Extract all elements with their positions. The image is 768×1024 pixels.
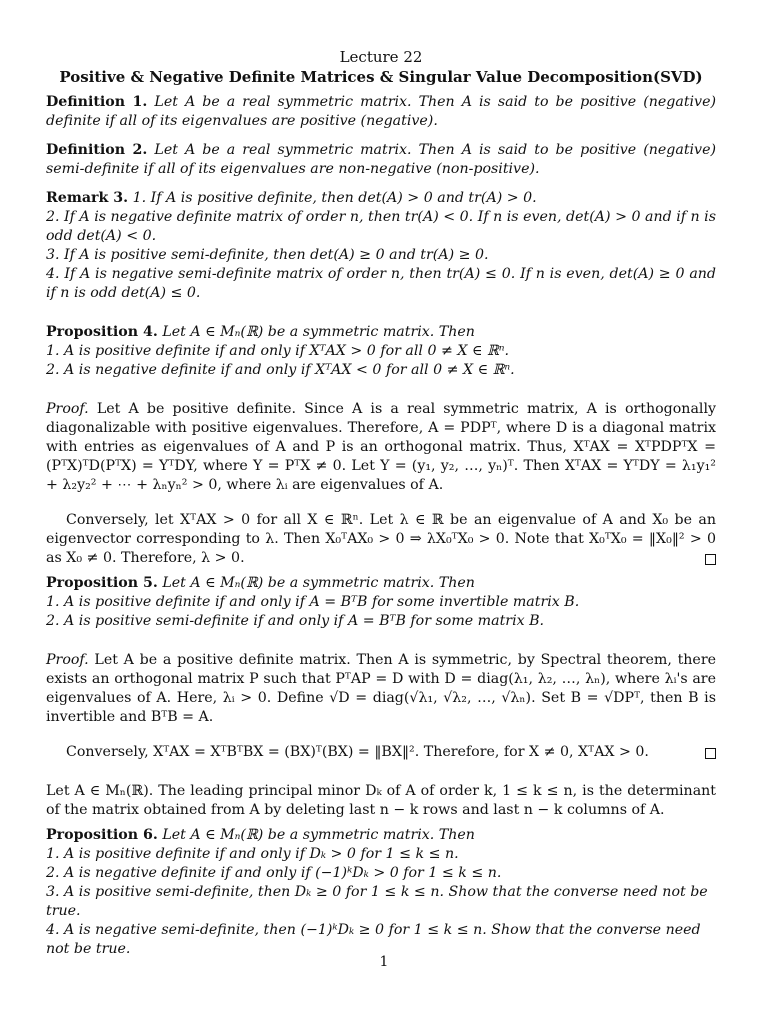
proposition-4-item: 1. A is positive definite if and only if XᵀAX > 0 for all 0 ≠ X ∈ ℝⁿ. [46,343,510,359]
proof-4-paragraph: Let A be positive definite. Since A is a real symmetric matrix, A is orthogonally diagonalizable with positive eigenvalues. Therefore, A = PDPᵀ, where D is a diagonal matrix with entries as eigenvalues of A and P is an orthogonal matrix. Thus, XᵀAX = XᵀPDPᵀX = (PᵀX)ᵀD(PᵀX) = YᵀDY, where Y = PᵀX ≠ 0. Let Y = (y₁, y₂, …, yₙ)ᵀ. Then XᵀAX = YᵀDY = λ₁y₁² + λ₂y₂² + ⋯ + λₙyₙ² > 0, where λᵢ are eigenvalues of A. [46,401,716,493]
proof-4-converse-text: Conversely, let XᵀAX > 0 for all X ∈ ℝⁿ. Let λ ∈ ℝ be an eigenvalue of A and X₀ be an eigenvector corresponding to λ. Then X₀ᵀAX₀ > 0 ⇒ λX₀ᵀX₀ > 0. Note that X₀ᵀX₀ = ‖X₀‖² > 0 as X₀ ≠ 0. Therefore, λ > 0. [46,512,716,566]
definition-1-heading: Definition 1. [46,94,148,110]
remark-3-item: 4. If A is negative semi-definite matrix of order n, then tr(A) ≤ 0. If n is even, det(A) ≥ 0 and if n is odd det(A) ≤ 0. [46,266,716,301]
remark-3 [46,189,716,303]
definition-2 [46,141,716,179]
remark-3-item: 2. If A is negative definite matrix of order n, then tr(A) < 0. If n is even, det(A) > 0 and if n is odd det(A) < 0. [46,209,716,244]
lecture-topic: Positive & Negative Definite Matrices & Singular Value Decomposition(SVD) [59,68,703,86]
definition-2-text: Let A be a real symmetric matrix. Then A is said to be positive (negative) semi-definite if all of its eigenvalues are non-negative (non-positive). [46,142,717,177]
proposition-5-heading: Proposition 5. [46,575,158,591]
proposition-5-item: 1. A is positive definite if and only if A = BᵀB for some invertible matrix B. [46,594,580,610]
proposition-6-item: 3. A is positive semi-definite, then Dₖ ≥ 0 for 1 ≤ k ≤ n. Show that the converse need not be true. [46,884,708,919]
proposition-5-intro: Let A ∈ Mₙ(ℝ) be a symmetric matrix. Then [162,575,475,591]
leading-principal-minor-paragraph: Let A ∈ Mₙ(ℝ). The leading principal minor Dₖ of A of order k, 1 ≤ k ≤ n, is the determinant of the matrix obtained from A by deleting last n − k rows and last n − k columns of A. [46,783,716,818]
proposition-5 [46,574,716,631]
proof-4-converse [46,511,716,568]
remark-3-item: 3. If A is positive semi-definite, then det(A) ≥ 0 and tr(A) ≥ 0. [46,247,489,263]
proposition-4 [46,323,716,380]
proof-5-converse-text: Conversely, XᵀAX = XᵀBᵀBX = (BX)ᵀ(BX) = ‖BX‖². Therefore, for X ≠ 0, XᵀAX > 0. [66,744,649,760]
proposition-4-item: 2. A is negative definite if and only if XᵀAX < 0 for all 0 ≠ X ∈ ℝⁿ. [46,362,515,378]
proof-4-heading: Proof. [46,401,89,417]
lecture-title [46,48,716,87]
proposition-5-item: 2. A is positive semi-definite if and only if A = BᵀB for some matrix B. [46,613,545,629]
proof-4 [46,400,716,495]
lecture-number: Lecture 22 [339,48,423,66]
proposition-6-item: 2. A is negative definite if and only if (−1)ᵏDₖ > 0 for 1 ≤ k ≤ n. [46,865,502,881]
proof-5-converse [46,743,716,762]
proposition-4-heading: Proposition 4. [46,324,158,340]
definition-1-text: Let A be a real symmetric matrix. Then A is said to be positive (negative) definite if all of its eigenvalues are positive (negative). [46,94,717,129]
remark-3-item: 1. If A is positive definite, then det(A) > 0 and tr(A) > 0. [132,190,537,206]
proof-5 [46,651,716,727]
proposition-6-intro: Let A ∈ Mₙ(ℝ) be a symmetric matrix. Then [162,827,475,843]
definition-1 [46,93,716,131]
definition-2-heading: Definition 2. [46,142,148,158]
proposition-4-intro: Let A ∈ Mₙ(ℝ) be a symmetric matrix. Then [162,324,475,340]
page-number: 1 [379,954,389,970]
qed-square-icon [705,554,716,565]
proposition-6-item: 1. A is positive definite if and only if Dₖ > 0 for 1 ≤ k ≤ n. [46,846,459,862]
proposition-6-item: 4. A is negative semi-definite, then (−1)ᵏDₖ ≥ 0 for 1 ≤ k ≤ n. Show that the converse need not be true. [46,922,701,957]
proof-5-heading: Proof. [46,652,89,668]
remark-3-heading: Remark 3. [46,190,129,206]
lecture-page [46,48,716,959]
proposition-6-heading: Proposition 6. [46,827,158,843]
proposition-6 [46,826,716,959]
proof-5-paragraph: Let A be a positive definite matrix. Then A is symmetric, by Spectral theorem, there exists an orthogonal matrix P such that PᵀAP = D with D = diag(λ₁, λ₂, …, λₙ), where λᵢ's are eigenvalues of A. Here, λᵢ > 0. Define √D = diag(√λ₁, √λ₂, …, √λₙ). Set B = √DPᵀ, then B is invertible and BᵀB = A. [46,652,716,725]
qed-square-icon [705,748,716,759]
